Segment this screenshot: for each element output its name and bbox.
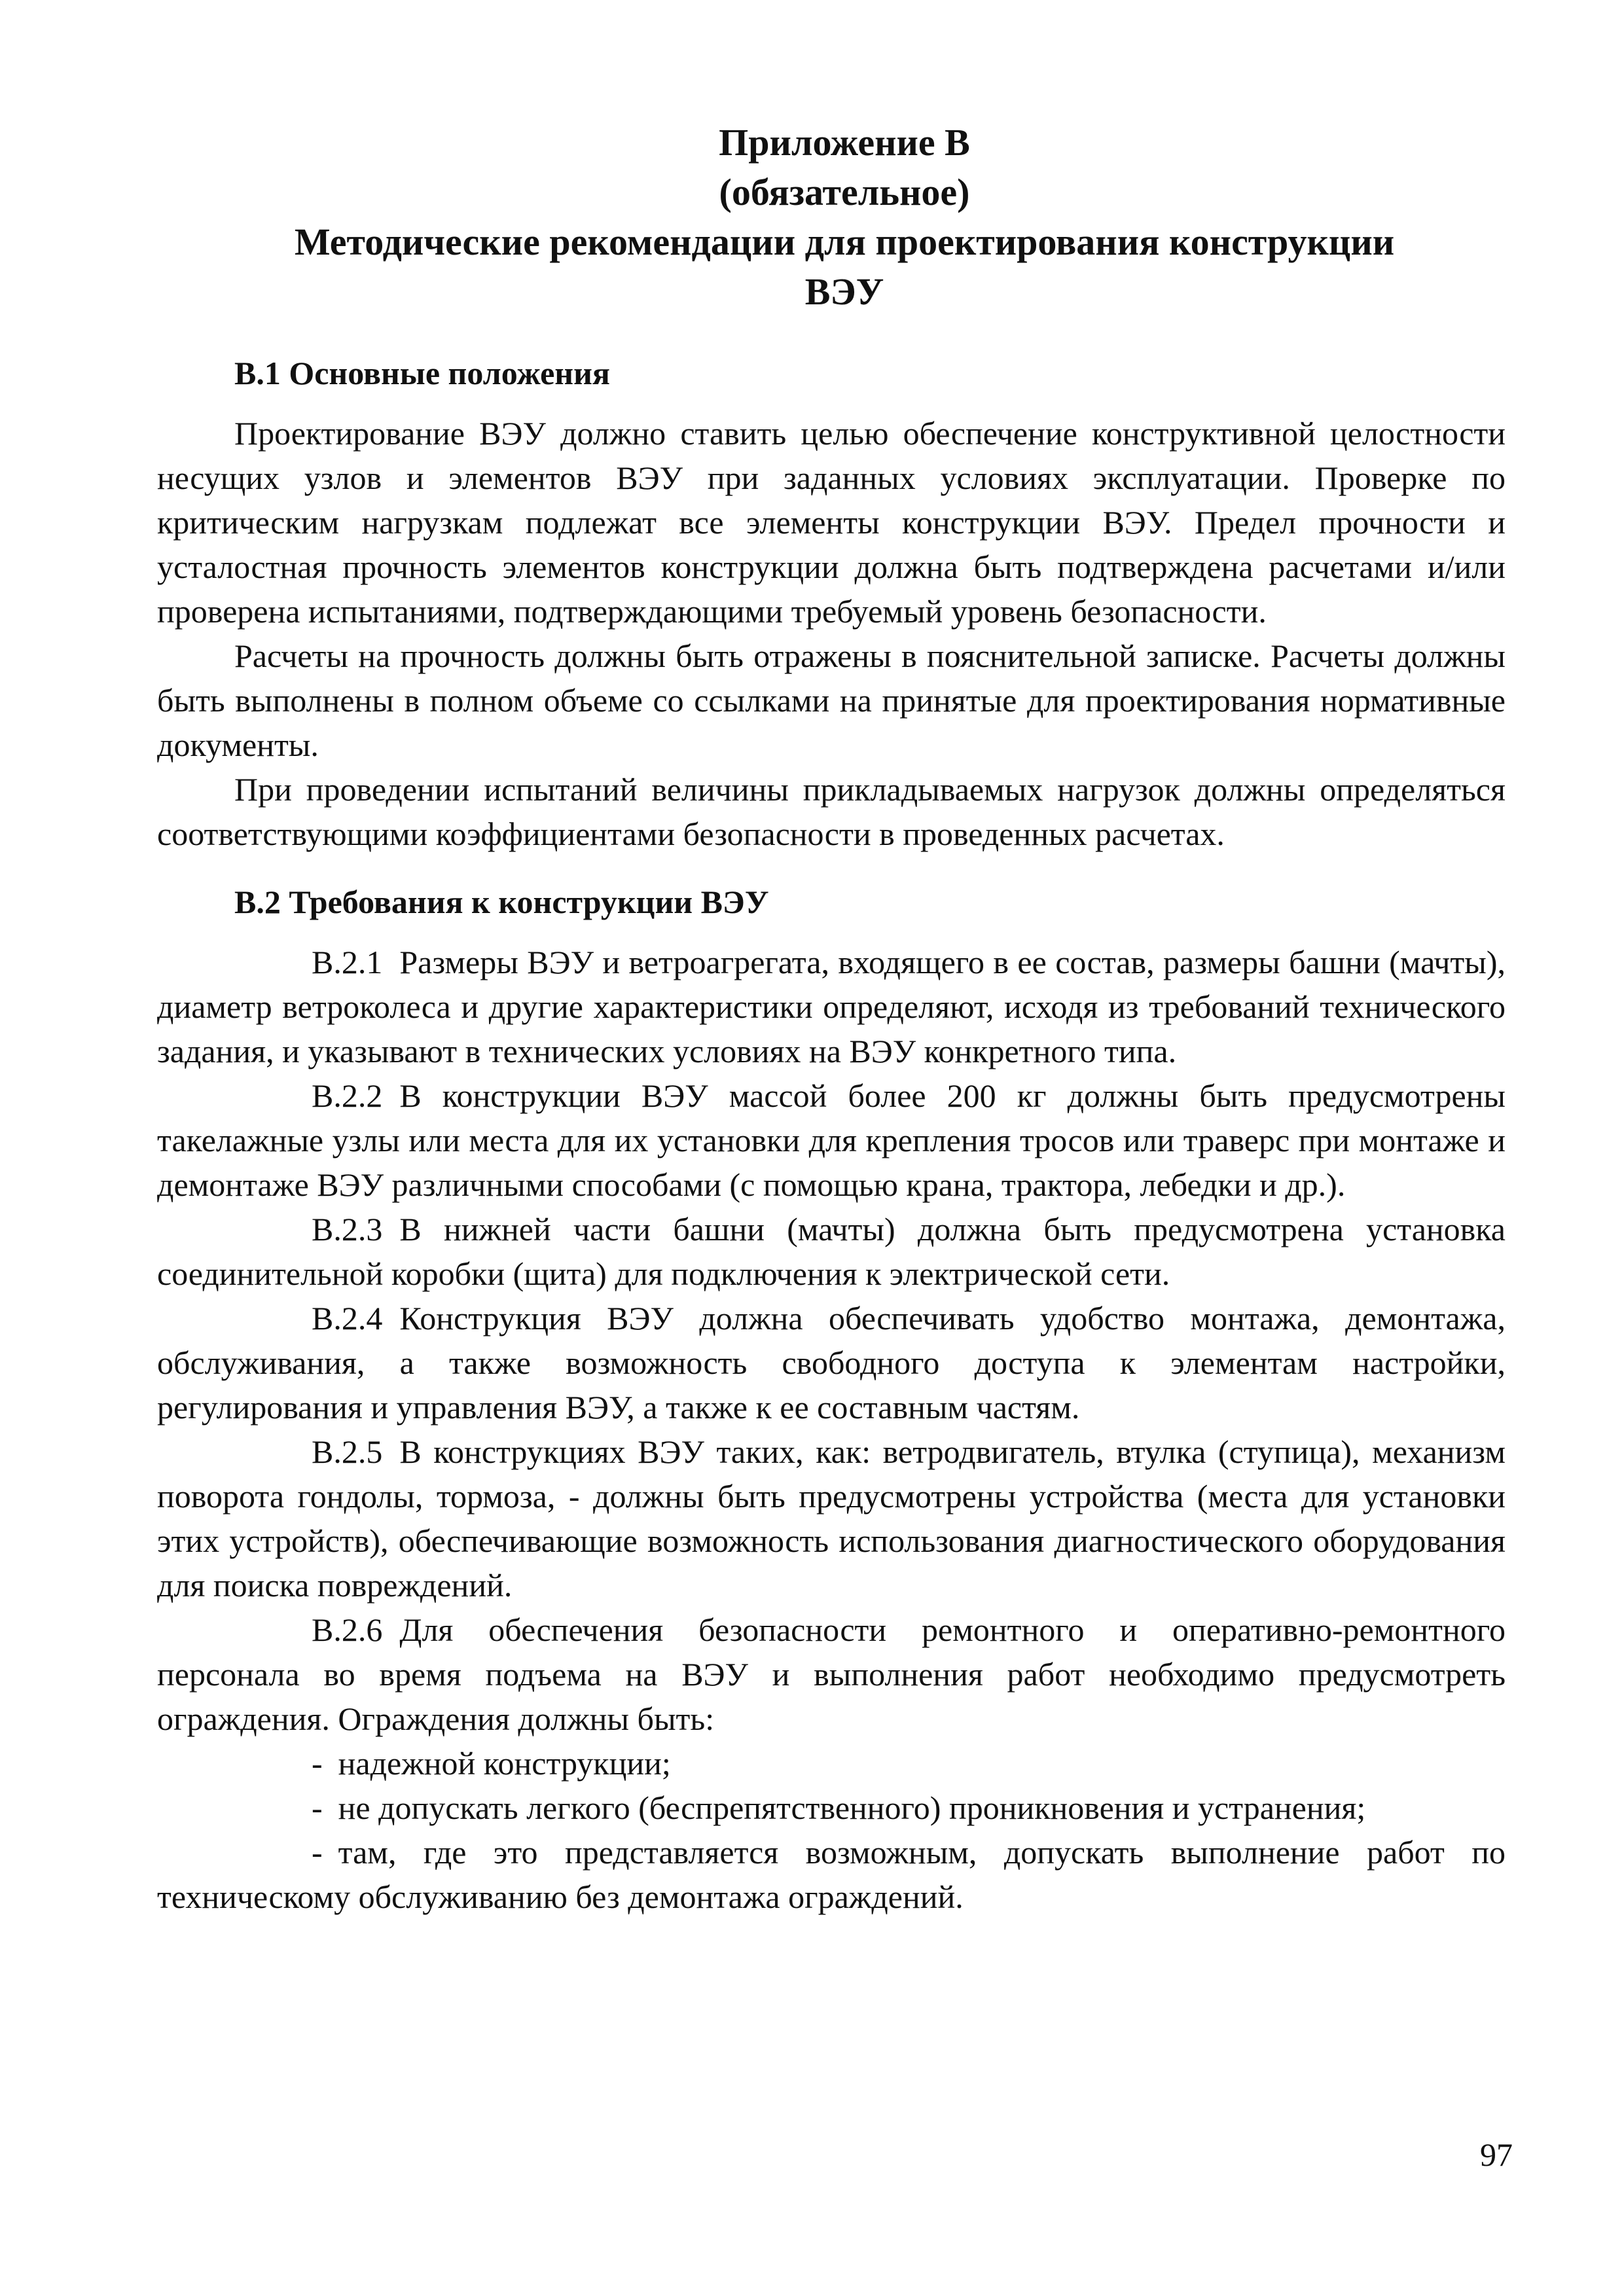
- list-item-text: надежной конструкции;: [338, 1745, 671, 1782]
- appendix-title-line-4: ВЭУ: [804, 270, 884, 313]
- appendix-title-line-3: Методические рекомендации для проектирования конструкции: [294, 221, 1395, 263]
- clause-text: В конструкции ВЭУ массой более 200 кг должны быть предусмотрены такелажные узлы или места для их установки для крепления тросов или траверс при монтаже и демонтаже ВЭУ различными способами (с помощью крана, трактора, лебедки и др.).: [157, 1077, 1506, 1203]
- section-heading-b1: В.1 Основные положения: [234, 355, 610, 391]
- clause-b-2-4: [157, 1296, 1506, 1429]
- section-heading-b2: В.2 Требования к конструкции ВЭУ: [234, 884, 769, 920]
- paragraph: Проектирование ВЭУ должно ставить целью обеспечение конструктивной целостности несущих узлов и элементов ВЭУ при заданных условиях эксплуатации. Проверке по критическим нагрузкам подлежат все элементы конструкции ВЭУ. Предел прочности и усталостная прочность элементов конструкции должна быть подтверждена расчетами и/или проверена испытаниями, подтверждающими требуемый уровень безопасности.: [157, 415, 1506, 630]
- list-item: [157, 1741, 1506, 1785]
- appendix-title-line-1: Приложение В: [719, 121, 970, 164]
- list-dash: -: [312, 1745, 323, 1782]
- appendix-title: [157, 118, 1506, 317]
- clause-text: В нижней части башни (мачты) должна быть предусмотрена установка соединительной коробки (щита) для подключения к электрической сети.: [157, 1211, 1506, 1292]
- clause-b-2-5: [157, 1429, 1506, 1607]
- fence-requirements-list: [157, 1741, 1506, 1919]
- paragraph: Расчеты на прочность должны быть отражены в пояснительной записке. Расчеты должны быть выполнены в полном объеме со ссылками на принятые для проектирования нормативные документы.: [157, 637, 1506, 763]
- clause-b-2-2: [157, 1073, 1506, 1207]
- list-item: [157, 1830, 1506, 1919]
- clause-b-2-3: [157, 1207, 1506, 1296]
- appendix-title-line-2: (обязательное): [719, 171, 970, 213]
- list-item-text: не допускать легкого (беспрепятственного) проникновения и устранения;: [338, 1789, 1366, 1826]
- list-dash: -: [312, 1834, 323, 1871]
- clause-number: В.2.1: [312, 944, 383, 980]
- list-item: [157, 1785, 1506, 1830]
- clause-text: Размеры ВЭУ и ветроагрегата, входящего в ее состав, размеры башни (мачты), диаметр ветроколеса и другие характеристики определяют, исходя из требований технического задания, и указывают в технических условиях на ВЭУ конкретного типа.: [157, 944, 1506, 1069]
- clause-number: В.2.3: [312, 1211, 383, 1247]
- clause-number: В.2.4: [312, 1300, 383, 1336]
- clause-b-2-1: [157, 940, 1506, 1073]
- list-dash: -: [312, 1789, 323, 1826]
- paragraph: При проведении испытаний величины прикладываемых нагрузок должны определяться соответствующими коэффициентами безопасности в проведенных расчетах.: [157, 771, 1506, 852]
- page-number: 97: [1480, 2136, 1513, 2173]
- clause-number: В.2.5: [312, 1433, 383, 1470]
- clause-text: Конструкция ВЭУ должна обеспечивать удобство монтажа, демонтажа, обслуживания, а также возможность свободного доступа к элементам настройки, регулирования и управления ВЭУ, а также к ее составным частям.: [157, 1300, 1506, 1426]
- clause-text: В конструкциях ВЭУ таких, как: ветродвигатель, втулка (ступица), механизм поворота гондолы, тормоза, - должны быть предусмотрены устройства (места для установки этих устройств), обеспечивающие возможность использования диагностического оборудования для поиска повреждений.: [157, 1433, 1506, 1604]
- list-item-text: там, где это представляется возможным, допускать выполнение работ по техническому обслуживанию без демонтажа ограждений.: [157, 1834, 1506, 1915]
- clause-number: В.2.6: [312, 1611, 383, 1648]
- clause-number: В.2.2: [312, 1077, 383, 1114]
- page-content: [157, 118, 1506, 1919]
- clause-b-2-6: [157, 1607, 1506, 1741]
- clause-text: Для обеспечения безопасности ремонтного и оперативно-ремонтного персонала во время подъема на ВЭУ и выполнения работ необходимо предусмотреть ограждения. Ограждения должны быть:: [157, 1611, 1506, 1737]
